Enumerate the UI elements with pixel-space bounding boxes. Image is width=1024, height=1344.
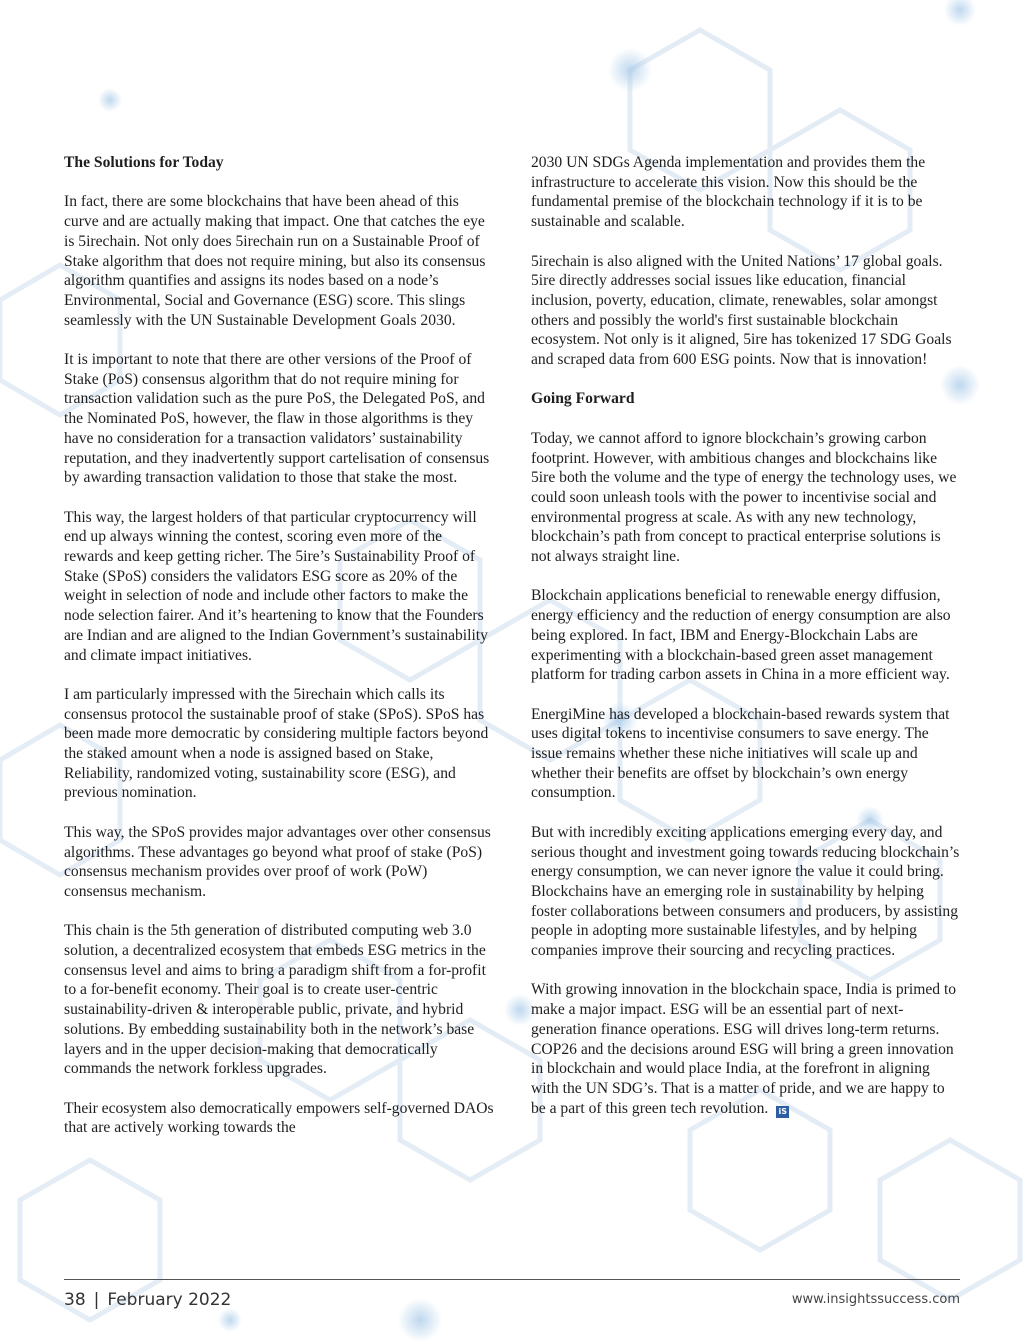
closing-paragraph-text: With growing innovation in the blockchain space, India is primed to make a major impact. ESG will be an essential part of next-generation finance operations. ESG will drives long-term returns. COP26 and the decisions around ESG will bring a green innovation in blockchain and would place India, at the forefront in aligning with the UN SDG’s. That is a matter of pride, and we are happy to be a part of this green tech revolution.: [531, 981, 957, 1117]
body-paragraph: It is important to note that there are other versions of the Proof of Stake (PoS) consensus algorithm that do not require mining for transaction validation such as the pure PoS, the Delegated PoS, and the Nominated PoS, however, the flaw in those algorithms is they have no consideration for a transaction validators’ sustainability reputation, and they inadvertently support cartelisation of consensus by awarding transaction validation to those that stake the most.: [64, 351, 490, 487]
right-column: [531, 153, 961, 1138]
body-paragraph: I am particularly impressed with the 5irechain which calls its consensus protocol the sustainable proof of stake (SPoS). SPoS has been made more democratic by considering multiple factors beyond the staked amount when a node is assigned based on Stake, Reliability, randomized voting, sustainability score (ESG), and previous nomination.: [64, 685, 489, 802]
issue-date: February 2022: [107, 1290, 232, 1310]
body-paragraph: Blockchain applications beneficial to renewable energy diffusion, energy efficiency and the reduction of energy consumption are also being explored. In fact, IBM and Energy-Blockchain Labs are experimenting with a blockchain-based green asset management platform for trading carbon assets in China in a more efficient way.: [531, 587, 951, 684]
left-column: [64, 153, 494, 1158]
body-paragraph: EnergiMine has developed a blockchain-based rewards system that uses digital tokens to incentivise consumers to save energy. The issue remains whether these niche initiatives will scale up and whether their benefits are offset by blockchain’s own energy consumption.: [531, 705, 950, 802]
footer-separator: |: [93, 1290, 100, 1310]
body-paragraph: Their ecosystem also democratically empowers self-governed DAOs that are actively working towards the: [64, 1099, 494, 1137]
body-paragraph: 2030 UN SDGs Agenda implementation and provides them the infrastructure to accelerate this vision. Now this should be the fundamental premise of the blockchain technology if it is to be sustainable and scalable.: [531, 154, 926, 231]
body-paragraph: This chain is the 5th generation of distributed computing web 3.0 solution, a decentralized ecosystem that embeds ESG metrics in the consensus level and aims to bring a paradigm shift from a for-profit to a for-benefit economy. Their goal is to create user-centric sustainability-driven & interoperable public, private, and hybrid solutions. By embedding sustainability both in the network’s base layers and in the upper decision-making that democratically commands the network forkless upgrades.: [64, 922, 486, 1078]
body-paragraph: This way, the SPoS provides major advantages over other consensus algorithms. These advantages go beyond what proof of stake (PoS) consensus mechanism provides over proof of work (PoW) consensus mechanism.: [64, 823, 491, 900]
footer-website: www.insightssuccess.com: [791, 1292, 960, 1307]
end-of-article-icon: iS: [776, 1106, 789, 1118]
section-heading-solutions: The Solutions for Today: [64, 154, 224, 171]
body-paragraph: This way, the largest holders of that particular cryptocurrency will end up always winning the contest, scoring even more of the rewards and keep getting richer. The 5ire’s Sustainability Proof of Stake (SPoS) considers the validators ESG score as 20% of the weight in selection of node and include other factors to make the node selection fairer. And it’s heartening to know that the Founders are Indian and are aligned to the Indian Government’s sustainability and climate impact initiatives.: [64, 508, 488, 664]
body-paragraph: Today, we cannot afford to ignore blockchain’s growing carbon footprint. However, with ambitious changes and blockchains like 5ire both the volume and the type of energy the technology uses, we could soon unleash tools with the power to incentivise social and environmental progress at scale. As with any new technology, blockchain’s path from concept to practical enterprise solutions is not always straight line.: [531, 429, 957, 566]
body-paragraph: But with incredibly exciting applications emerging every day, and serious thought and investment going towards reducing blockchain’s energy consumption, we can never ignore the value it could bring. Blockchains have an emerging role in sustainability by helping foster collaborations between consumers and producers, by assisting people in adopting more sustainable lifestyles, and by helping companies improve their sourcing and recycling practices.: [531, 823, 960, 960]
body-paragraph: 5irechain is also aligned with the United Nations’ 17 global goals. 5ire directly addresses social issues like education, financial inclusion, poverty, education, climate, renewables, solar amongst others and possibly the world's first sustainable blockchain ecosystem. Not only is it aligned, 5ire has tokenized 17 SDG Goals and scraped data from 600 ESG points. Now that is innovation!: [531, 252, 952, 369]
page-number: 38: [64, 1290, 86, 1310]
footer-page-info: [64, 1290, 231, 1310]
footer-divider: [64, 1279, 960, 1280]
closing-paragraph: [531, 980, 961, 1118]
section-heading-going-forward: Going Forward: [531, 390, 635, 408]
body-paragraph: In fact, there are some blockchains that have been ahead of this curve and are actually making that impact. One that catches the eye is 5irechain. Not only does 5irechain run on a Sustainable Proof of Stake algorithm that does not require mining, but also its consensus algorithm quantifies and assigns its nodes based on a node’s Environmental, Social and Governance (ESG) score. This slings seamlessly with the UN Sustainable Development Goals 2030.: [64, 193, 486, 329]
